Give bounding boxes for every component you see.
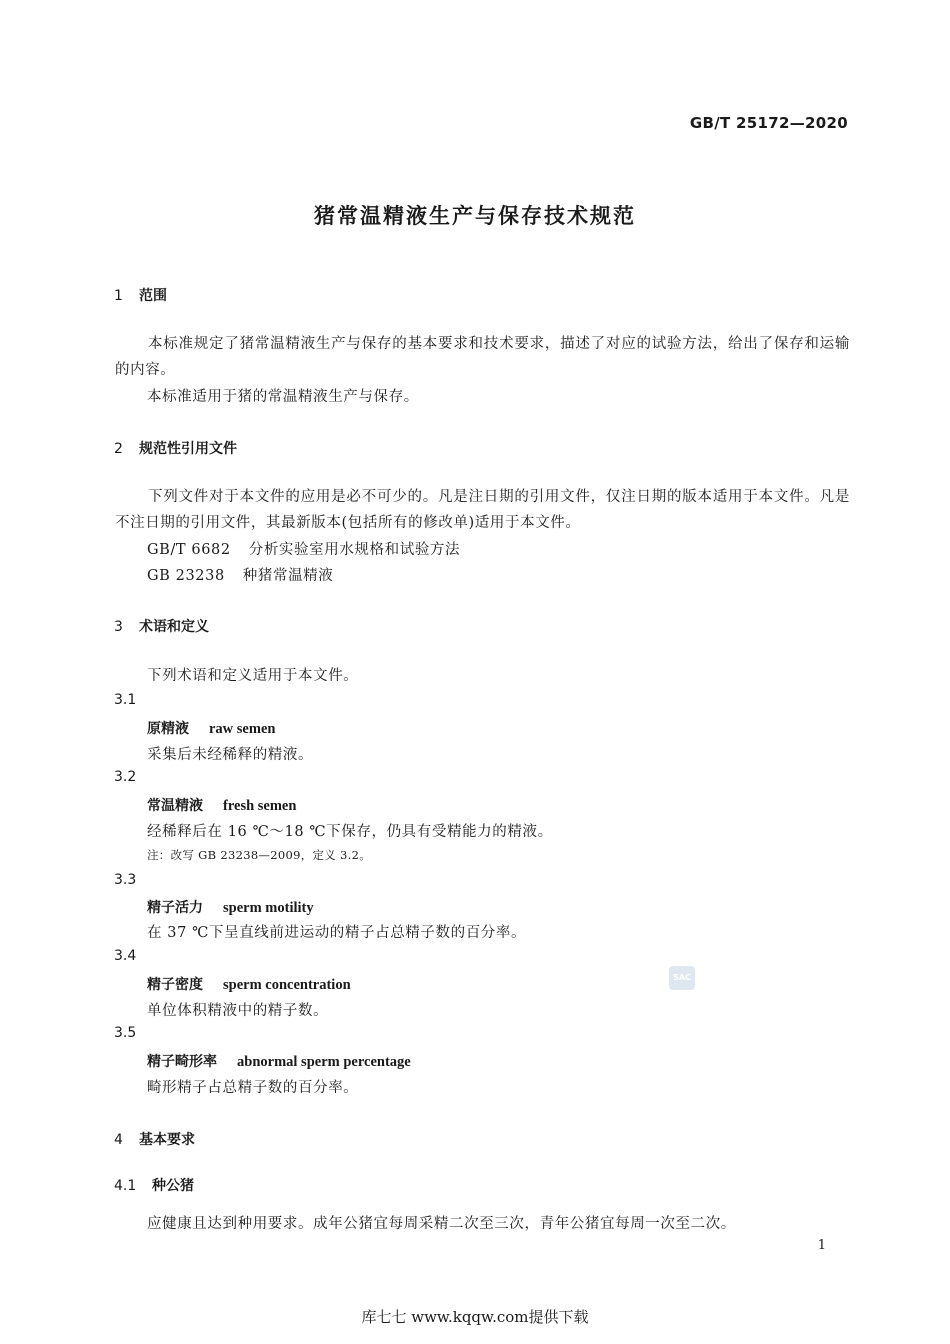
section-3-intro: 下列术语和定义适用于本文件。 — [147, 668, 359, 684]
normative-reference — [147, 538, 460, 559]
term-number: 3.4 — [114, 948, 137, 964]
term-heading — [147, 974, 351, 994]
download-footer: 库七七 www.kqqw.com提供下载 — [361, 1308, 589, 1326]
normative-reference — [147, 564, 333, 585]
subsection-number: 4.1 — [114, 1178, 137, 1194]
section-3-heading — [114, 616, 209, 636]
term-heading — [147, 795, 296, 815]
reference-code: GB 23238 — [147, 568, 225, 584]
term-definition: 经稀释后在 16 ℃～18 ℃下保存，仍具有受精能力的精液。 — [147, 824, 553, 840]
section-2-paragraph-1: 下列文件对于本文件的应用是必不可少的。凡是注日期的引用文件，仅注日期的版本适用于本文件。凡是不注日期的引用文件，其最新版本(包括所有的修改单)适用于本文件。 — [115, 489, 850, 531]
reference-name: 种猪常温精液 — [242, 568, 334, 584]
term-definition: 在 37 ℃下呈直线前进运动的精子占总精子数的百分率。 — [147, 925, 527, 941]
term-heading — [147, 897, 314, 917]
term-en: sperm concentration — [223, 977, 351, 993]
term-number: 3.3 — [114, 872, 137, 888]
term-en: abnormal sperm percentage — [237, 1054, 411, 1070]
section-title: 规范性引用文件 — [139, 441, 237, 457]
section-number: 2 — [114, 441, 123, 457]
term-en: raw semen — [209, 721, 276, 737]
term-zh: 精子畸形率 — [147, 1054, 217, 1070]
term-zh: 原精液 — [147, 721, 189, 737]
term-zh: 精子密度 — [147, 977, 203, 993]
reference-name: 分析实验室用水规格和试验方法 — [248, 542, 461, 558]
section-1-heading — [114, 285, 167, 305]
section-title: 范围 — [139, 288, 167, 304]
section-title: 术语和定义 — [139, 619, 209, 635]
term-en: sperm motility — [223, 900, 314, 916]
term-heading — [147, 718, 275, 738]
term-heading — [147, 1051, 411, 1071]
section-4-heading — [114, 1129, 195, 1149]
term-note: 注：改写 GB 23238—2009，定义 3.2。 — [147, 848, 372, 862]
subsection-title: 种公猪 — [152, 1178, 194, 1194]
subsection-4-1-paragraph: 应健康且达到种用要求。成年公猪宜每周采精二次至三次，青年公猪宜每周一次至二次。 — [147, 1216, 736, 1232]
reference-code: GB/T 6682 — [147, 542, 231, 558]
term-definition: 单位体积精液中的精子数。 — [147, 1003, 329, 1019]
section-1-paragraph-1: 本标准规定了猪常温精液生产与保存的基本要求和技术要求，描述了对应的试验方法，给出了保存和运输的内容。 — [115, 336, 850, 378]
term-en: fresh semen — [223, 798, 297, 814]
term-definition: 畸形精子占总精子数的百分率。 — [147, 1080, 359, 1096]
term-number: 3.1 — [114, 692, 137, 708]
section-2-heading — [114, 438, 237, 458]
page-number: 1 — [817, 1238, 826, 1253]
term-zh: 精子活力 — [147, 900, 203, 916]
section-number: 4 — [114, 1132, 123, 1148]
section-title: 基本要求 — [139, 1132, 195, 1148]
section-number: 3 — [114, 619, 123, 635]
term-number: 3.5 — [114, 1025, 137, 1041]
section-1-paragraph-2: 本标准适用于猪的常温精液生产与保存。 — [147, 389, 419, 405]
sac-watermark-icon: SAC — [669, 966, 695, 990]
standard-code: GB/T 25172—2020 — [689, 114, 848, 132]
term-number: 3.2 — [114, 769, 137, 785]
term-zh: 常温精液 — [147, 798, 203, 814]
section-number: 1 — [114, 288, 123, 304]
term-definition: 采集后未经稀释的精液。 — [147, 747, 314, 763]
subsection-4-1-heading — [114, 1175, 194, 1195]
document-title: 猪常温精液生产与保存技术规范 — [314, 204, 636, 228]
